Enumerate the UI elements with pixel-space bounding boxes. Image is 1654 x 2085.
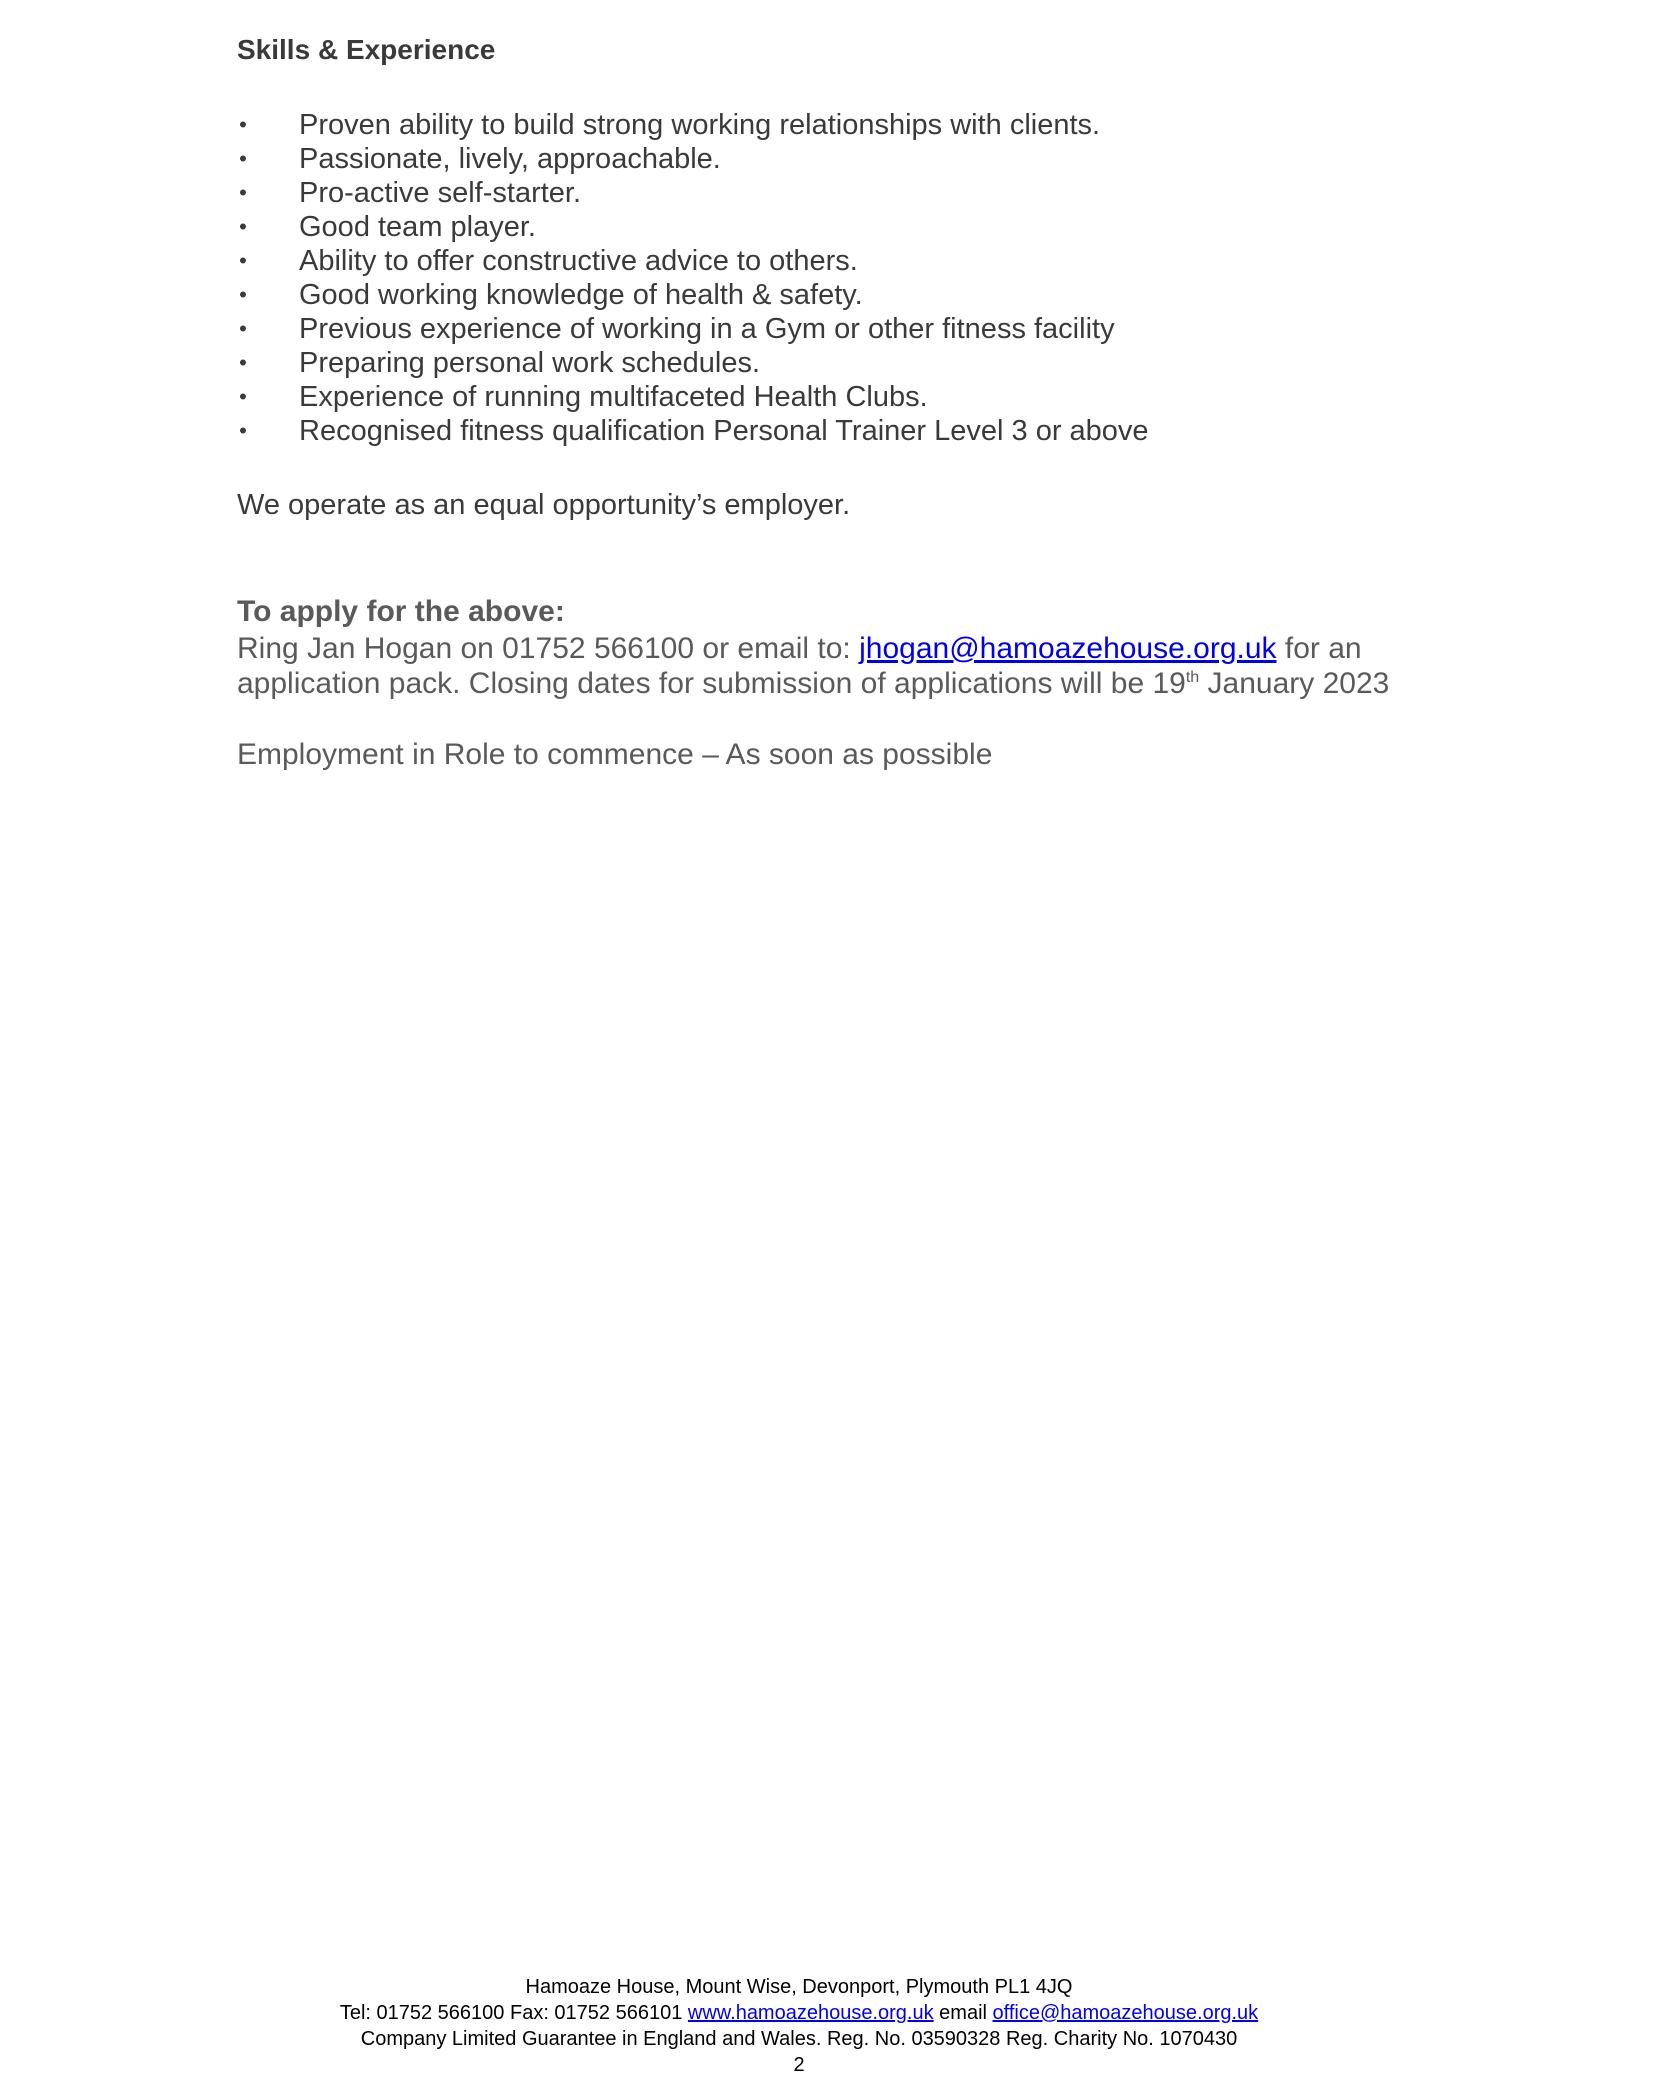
- skills-heading: Skills & Experience: [237, 34, 496, 65]
- list-item-text: Pro-active self-starter.: [299, 177, 582, 209]
- list-item: [237, 142, 1149, 176]
- list-item-text: Ability to offer constructive advice to others.: [299, 245, 858, 277]
- list-item-text: Passionate, lively, approachable.: [299, 143, 721, 175]
- list-item: [237, 176, 1149, 210]
- bullet-icon: •: [239, 384, 247, 409]
- apply-email-link[interactable]: jhogan@hamoazehouse.org.uk: [859, 632, 1277, 665]
- apply-line-2-suffix: January 2023: [1199, 667, 1390, 700]
- list-item-text: Previous experience of working in a Gym or other fitness facility: [299, 313, 1115, 345]
- footer-website-link[interactable]: www.hamoazehouse.org.uk: [687, 2002, 934, 2024]
- list-item-text: Recognised fitness qualification Personal Trainer Level 3 or above: [299, 415, 1149, 447]
- footer-registration: Company Limited Guarantee in England and Wales. Reg. No. 03590328 Reg. Charity No. 1070430: [360, 2028, 1238, 2050]
- list-item: [237, 312, 1149, 346]
- bullet-icon: •: [239, 350, 247, 375]
- list-item-text: Good working knowledge of health & safety.: [299, 279, 863, 311]
- list-item-text: Preparing personal work schedules.: [299, 347, 761, 379]
- commence-statement: Employment in Role to commence – As soon as possible: [237, 738, 993, 771]
- equal-opportunity-statement: We operate as an equal opportunity’s employer.: [237, 489, 851, 521]
- apply-line-1: [237, 631, 1477, 666]
- bullet-icon: •: [239, 214, 247, 239]
- list-item: [237, 108, 1149, 142]
- apply-date-suffix: th: [1185, 669, 1200, 686]
- bullet-icon: •: [239, 282, 247, 307]
- footer-contact: [0, 2000, 1598, 2026]
- list-item: [237, 380, 1149, 414]
- page-number: 2: [793, 2054, 805, 2076]
- bullet-icon: •: [239, 112, 247, 137]
- list-item: [237, 278, 1149, 312]
- apply-line-2: [237, 666, 1477, 701]
- bullet-icon: •: [239, 146, 247, 171]
- list-item: [237, 414, 1149, 448]
- bullet-icon: •: [239, 418, 247, 443]
- list-item: [237, 210, 1149, 244]
- list-item: [237, 244, 1149, 278]
- footer-tel-fax: Tel: 01752 566100 Fax: 01752 566101: [339, 2002, 688, 2024]
- footer-email-label: email: [933, 2002, 993, 2024]
- list-item-text: Experience of running multifaceted Health Clubs.: [299, 381, 928, 413]
- list-item: [237, 346, 1149, 380]
- apply-line-1-prefix: Ring Jan Hogan on 01752 566100 or email to:: [237, 632, 860, 665]
- list-item-text: Proven ability to build strong working relationships with clients.: [299, 109, 1101, 141]
- list-item-text: Good team player.: [299, 211, 536, 243]
- page-footer: [0, 1974, 1598, 2078]
- bullet-icon: •: [239, 180, 247, 205]
- bullet-icon: •: [239, 248, 247, 273]
- apply-instructions: [237, 631, 1477, 701]
- footer-email-link[interactable]: office@hamoazehouse.org.uk: [992, 2002, 1259, 2024]
- apply-line-1-suffix: for an: [1276, 632, 1362, 665]
- apply-line-2-prefix: application pack. Closing dates for submission of applications will be 19: [237, 667, 1186, 700]
- skills-list: [237, 108, 1149, 448]
- apply-heading: To apply for the above:: [237, 595, 565, 628]
- footer-address: Hamoaze House, Mount Wise, Devonport, Plymouth PL1 4JQ: [525, 1976, 1073, 1998]
- bullet-icon: •: [239, 316, 247, 341]
